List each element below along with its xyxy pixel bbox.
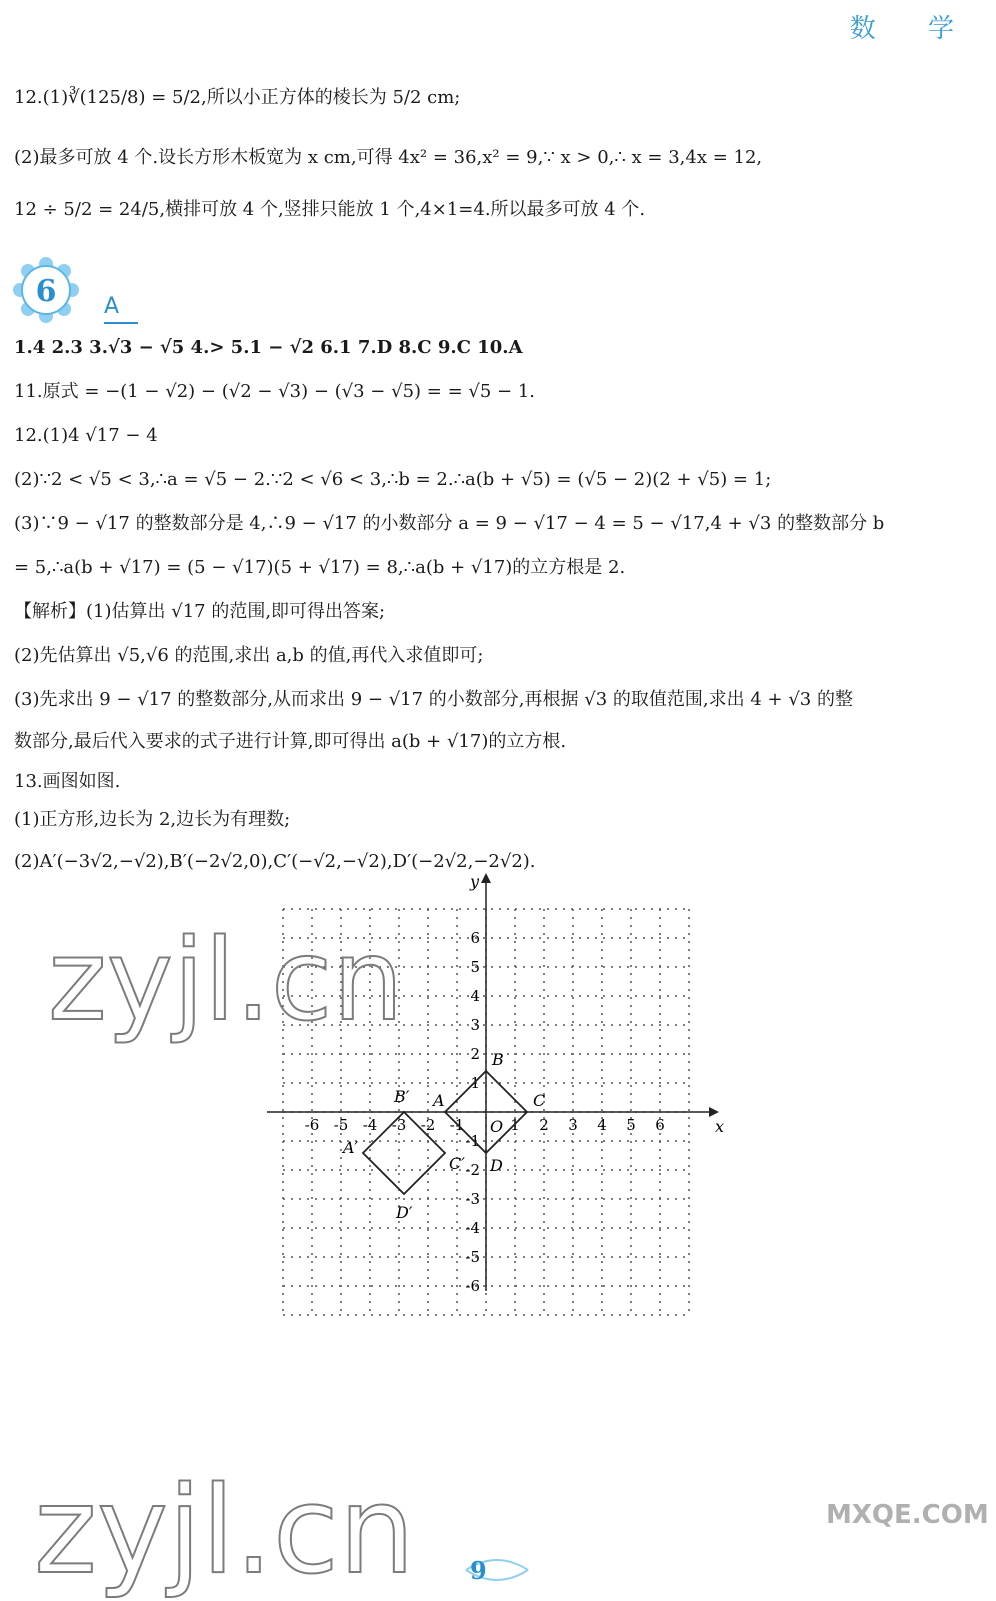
analysis-3a: (3)先求出 9 − √17 的整数部分,从而求出 9 − √17 的小数部分,再根据 √3 的取值范围,求出 4 + √3 的整 bbox=[14, 689, 853, 710]
vertex-label: D′ bbox=[395, 1203, 413, 1223]
squares bbox=[341, 1050, 545, 1222]
y-axis-arrow bbox=[481, 873, 491, 883]
x-tick-label: -2 bbox=[420, 1116, 436, 1134]
section-underline bbox=[104, 322, 138, 324]
page-number: 9 bbox=[470, 1556, 487, 1585]
x-tick-label: 2 bbox=[539, 1116, 549, 1134]
answer-q12-1: 12.(1)4 √17 − 4 bbox=[14, 425, 158, 446]
x-tick-label: -3 bbox=[391, 1116, 407, 1134]
vertex-label: B′ bbox=[393, 1087, 410, 1106]
vertex-label: C′ bbox=[448, 1154, 465, 1174]
x-axis-label: x bbox=[715, 1117, 725, 1136]
answers-line1: 1.4 2.3 3.√3 − √5 4.> 5.1 − √2 6.1 7.D 8.C 9.C 10.A bbox=[14, 337, 523, 358]
analysis-2: (2)先估算出 √5,√6 的范围,求出 a,b 的值,再代入求值即可; bbox=[14, 645, 484, 666]
watermark-3: MXQE.COM bbox=[826, 1500, 989, 1530]
answer-q12-3b: = 5,∴a(b + √17) = (5 − √17)(5 + √17) = 8,∴a(b + √17)的立方根是 2. bbox=[14, 557, 626, 578]
vertex-label: A bbox=[432, 1091, 445, 1110]
vertex-label: B bbox=[492, 1049, 504, 1069]
q12-prev-line3: 12 ÷ 5/2 = 24/5,横排可放 4 个,竖排只能放 1 个,4×1=4.所以最多可放 4 个. bbox=[14, 199, 646, 220]
x-tick-label: -1 bbox=[449, 1116, 465, 1134]
answer-q12-3a: (3)∵9 − √17 的整数部分是 4,∴9 − √17 的小数部分 a = 9 − √17 − 4 = 5 − √17,4 + √3 的整数部分 b bbox=[14, 513, 885, 534]
y-tick-label: 5 bbox=[470, 958, 480, 976]
watermark-1: zyjl.cn bbox=[48, 916, 404, 1046]
x-tick-label: -4 bbox=[362, 1116, 378, 1134]
y-tick-label: -6 bbox=[465, 1277, 480, 1295]
answer-q11: 11.原式 = −(1 − √2) − (√2 − √3) − (√3 − √5) = = √5 − 1. bbox=[14, 381, 536, 402]
answer-q12-2: (2)∵2 < √5 < 3,∴a = √5 − 2.∵2 < √6 < 3,∴b = 2.∴a(b + √5) = (√5 − 2)(2 + √5) = 1; bbox=[14, 469, 772, 490]
y-axis-label: y bbox=[470, 872, 480, 891]
y-tick-label: 3 bbox=[470, 1016, 480, 1034]
y-tick-label: -4 bbox=[465, 1219, 480, 1237]
origin-label: O bbox=[490, 1117, 504, 1136]
analysis-1: 【解析】(1)估算出 √17 的范围,即可得出答案; bbox=[14, 601, 386, 622]
x-axis-arrow bbox=[709, 1107, 719, 1117]
y-tick-label: -5 bbox=[465, 1248, 480, 1266]
y-tick-label: 4 bbox=[470, 987, 480, 1005]
y-tick-label: -2 bbox=[465, 1161, 480, 1179]
y-tick-label: -3 bbox=[465, 1190, 480, 1208]
vertex-label: C bbox=[533, 1091, 546, 1110]
x-tick-label: 3 bbox=[568, 1116, 578, 1134]
answer-q13: 13.画图如图. bbox=[14, 771, 121, 792]
x-tick-label: 1 bbox=[510, 1116, 520, 1134]
section-number: 6 bbox=[35, 274, 57, 309]
y-tick-label: 1 bbox=[470, 1074, 480, 1092]
q12-prev-line1: 12.(1)∛(125/8) = 5/2,所以小正方体的棱长为 5/2 cm; bbox=[14, 87, 461, 108]
x-tick-label: 6 bbox=[655, 1116, 665, 1134]
answer-q13-1: (1)正方形,边长为 2,边长为有理数; bbox=[14, 809, 291, 830]
analysis-3b: 数部分,最后代入要求的式子进行计算,即可得出 a(b + √17)的立方根. bbox=[14, 731, 567, 752]
subject-header: 数 学 bbox=[849, 14, 976, 44]
section-badge-icon bbox=[14, 258, 78, 322]
section-label: A bbox=[104, 294, 120, 319]
y-tick-label: 2 bbox=[470, 1045, 480, 1063]
watermark-2: zyjl.cn bbox=[34, 1462, 415, 1601]
x-tick-label: -6 bbox=[304, 1116, 320, 1134]
x-tick-label: 5 bbox=[626, 1116, 636, 1134]
y-tick-label: 6 bbox=[470, 929, 480, 947]
vertex-label: D bbox=[490, 1156, 503, 1176]
x-tick-label: 4 bbox=[597, 1116, 607, 1134]
x-tick-label: -5 bbox=[333, 1116, 349, 1134]
vertex-label: A′ bbox=[342, 1138, 359, 1158]
y-tick-label: -1 bbox=[465, 1132, 480, 1150]
q12-prev-line2: (2)最多可放 4 个.设长方形木板宽为 x cm,可得 4x² = 36,x² = 9,∵ x > 0,∴ x = 3,4x = 12, bbox=[14, 147, 763, 168]
answer-q13-2: (2)A′(−3√2,−√2),B′(−2√2,0),C′(−√2,−√2),D′(−2√2,−2√2). bbox=[14, 851, 536, 872]
